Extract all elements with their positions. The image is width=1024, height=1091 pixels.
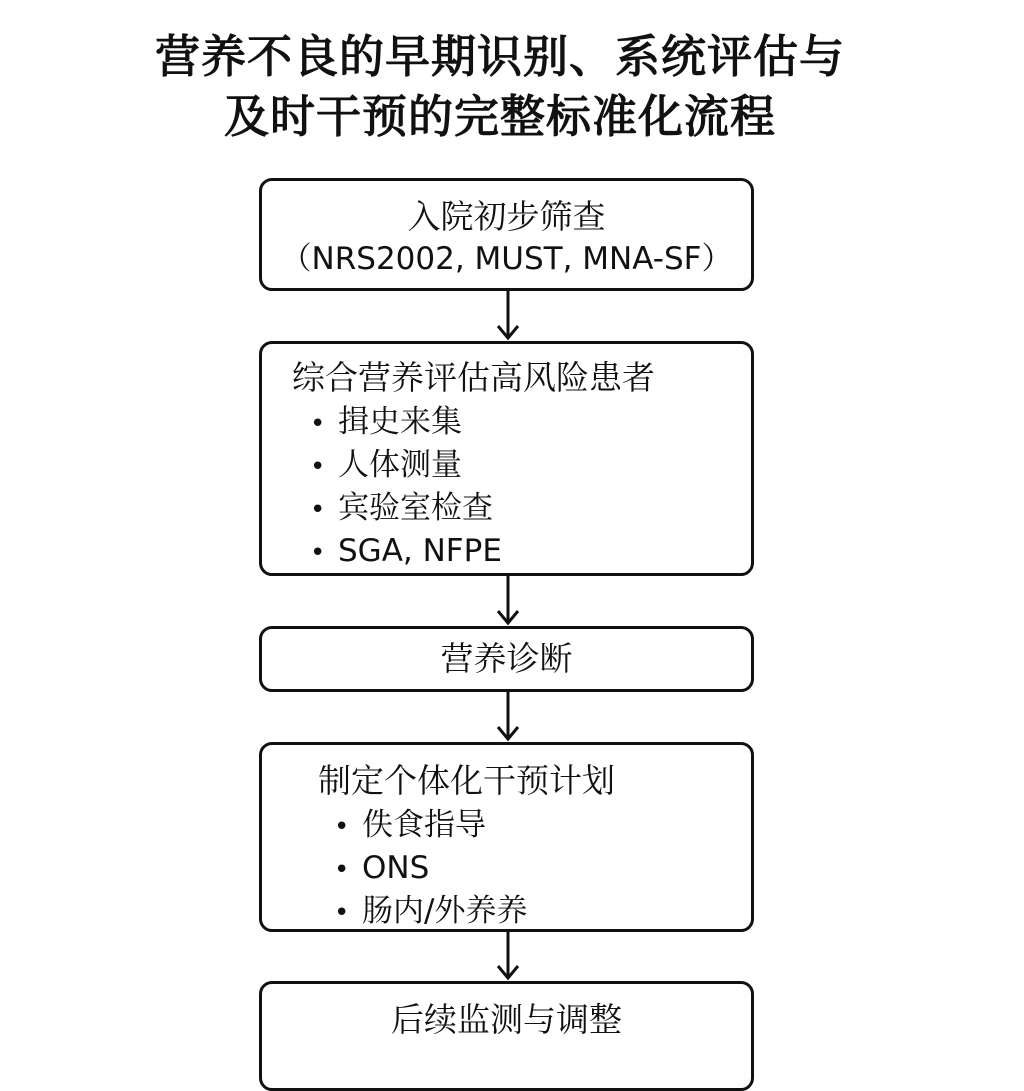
flow-arrow — [496, 576, 520, 626]
step-follow-up-monitoring — [259, 981, 754, 1091]
bullet-icon: • — [310, 538, 326, 568]
bullet-icon: • — [310, 452, 326, 482]
step-subtitle: （NRS2002, MUST, MNA-SF） — [280, 241, 733, 277]
flow-arrow — [496, 932, 520, 981]
arrow-down-icon — [496, 291, 520, 341]
bullet-icon: • — [334, 812, 350, 842]
bullet-icon: • — [334, 855, 350, 885]
flow-arrow — [496, 291, 520, 341]
list-item: • 揖史来集 — [310, 402, 502, 445]
step-title: 营养诊断 — [440, 639, 573, 678]
bullet-icon: • — [310, 495, 326, 525]
step-comprehensive-assessment — [259, 341, 754, 576]
step-title: 入院初步筛查 — [407, 197, 606, 236]
list-item: • ONS — [334, 848, 527, 891]
diagram-title-line-2: 及时干预的完整标准化流程 — [223, 90, 776, 143]
arrow-down-icon — [496, 576, 520, 626]
step-intervention-plan — [259, 742, 754, 932]
bullet-icon: • — [334, 898, 350, 928]
step-admission-screening — [259, 178, 754, 291]
list-item: • 肠内/外养养 — [334, 891, 527, 934]
list-item: • SGA, NFPE — [310, 531, 502, 574]
intervention-item-list — [334, 805, 527, 934]
list-item: • 人体测量 — [310, 445, 502, 488]
arrow-down-icon — [496, 692, 520, 742]
arrow-down-icon — [496, 932, 520, 981]
flow-arrow — [496, 692, 520, 742]
step-title: 综合营养评估高风险患者 — [292, 358, 655, 397]
step-title: 后续监测与调整 — [391, 1000, 622, 1039]
step-title: 制定个体化干预计划 — [318, 761, 615, 800]
list-item: • 佚食指导 — [334, 805, 527, 848]
list-item: • 宾验室检查 — [310, 488, 502, 531]
assessment-item-list — [310, 402, 502, 574]
step-nutrition-diagnosis — [259, 626, 754, 692]
bullet-icon: • — [310, 409, 326, 439]
diagram-title-line-1: 营养不良的早期识别、系统评估与 — [154, 30, 845, 83]
